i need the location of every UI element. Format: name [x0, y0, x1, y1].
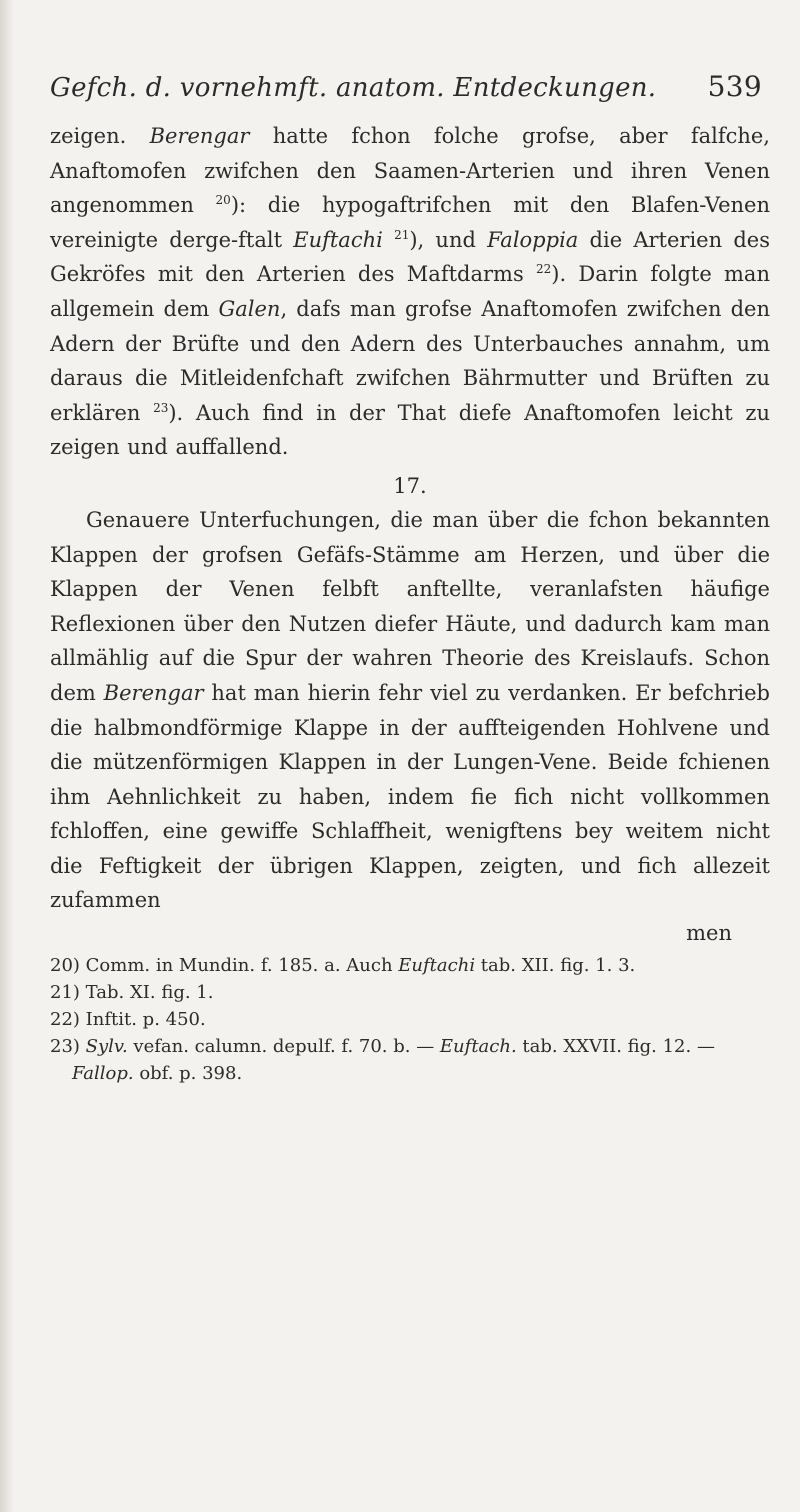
- page-number: 539: [707, 70, 762, 103]
- text-run: hatte fchon folche grofse, aber falfche, Anaftomofen zwifchen den Saamen-Arterien und ihren Venen angenommen: [50, 124, 770, 218]
- italic-name: Euftachi: [398, 955, 476, 977]
- text-run: 22) Inftit. p. 450.: [50, 1009, 206, 1031]
- text-run: ). Darin folgte man allgemein dem: [50, 262, 770, 321]
- text-run: zeigen.: [50, 124, 150, 148]
- footnote-20: [50, 952, 770, 979]
- text-run: [383, 228, 394, 252]
- text-run: tab. XII. fig. 1. 3.: [475, 955, 636, 977]
- text-run: ), und: [409, 227, 488, 252]
- catchword: men: [686, 921, 732, 946]
- italic-name: Sylv.: [85, 1036, 128, 1058]
- footnote-ref: 21: [394, 227, 410, 242]
- footnote-ref: 20: [215, 193, 231, 208]
- running-title: Gefch. d. vornehmft. anatom. Entdeckungen.: [50, 73, 657, 103]
- paragraph-anastomoses: [50, 119, 770, 465]
- book-page: [50, 70, 770, 1087]
- italic-name: Faloppia: [487, 227, 579, 252]
- italic-name: Berengar: [149, 124, 250, 148]
- italic-name: Euftach.: [439, 1036, 517, 1058]
- italic-name: Fallop.: [72, 1063, 134, 1085]
- text-run: tab. XXVII. fig. 12. —: [516, 1036, 715, 1058]
- footnote-ref: 22: [536, 262, 552, 277]
- footnote-21: [50, 979, 770, 1006]
- footnotes: [50, 952, 770, 1087]
- text-run: 20) Comm. in Mundin. f. 185. a. Auch: [50, 955, 399, 977]
- text-run: die Arterien des Gekröfes mit den Arterien des Maftdarms: [50, 227, 770, 287]
- text-run: ): die hypogaftrifchen mit den Blafen-Venen vereinigte derge-ftalt: [50, 193, 770, 252]
- text-run: vefan. calumn. depulf. f. 70. b. —: [127, 1036, 440, 1058]
- italic-name: Galen: [218, 296, 281, 321]
- footnote-23: [50, 1033, 770, 1087]
- text-run: Genauere Unterfuchungen, die man über die fchon bekannten Klappen der grofsen Gefäfs-Stämme am Herzen, und über die Klappen der Venen felbft anftellte, veranlafsten häufige Reflexionen über den Nutzen diefer Häute, und dadurch kam man allmählig auf die Spur der wahren Theorie des Kreislaufs. Schon dem: [50, 507, 770, 705]
- italic-name: Euftachi: [293, 227, 383, 252]
- page-binding-edge: [0, 0, 14, 1512]
- footnote-22: [50, 1006, 770, 1033]
- text-run: hat man hierin fehr viel zu verdanken. Er befchrieb die halbmondförmige Klappe in der auffteigenden Hohlvene und die mützenförmigen Klappen in der Lungen-Vene. Beide fchienen ihm Aehnlichkeit zu haben, indem fie fich nicht vollkommen fchloffen, eine gewiffe Schlaffheit, wenigftens bey weitem nicht die Feftigkeit der übrigen Klappen, zeigten, und fich allezeit zufammen: [50, 680, 770, 913]
- text-run: , dafs man grofse Anaftomofen zwifchen den Adern der Brüfte und den Adern des Unterbauches annahm, um daraus die Mitleidenfchaft zwifchen Bährmutter und Brüften zu erklären: [50, 296, 770, 425]
- footnote-ref: 23: [153, 400, 169, 415]
- text-run: 23): [50, 1036, 86, 1058]
- paragraph-valves: [50, 503, 770, 918]
- running-header: [50, 70, 770, 103]
- text-run: obf. p. 398.: [133, 1063, 243, 1085]
- italic-name: Berengar: [103, 680, 204, 705]
- section-number: 17.: [393, 473, 427, 498]
- text-run: 21) Tab. XI. fig. 1.: [50, 982, 214, 1004]
- text-run: ). Auch find in der That diefe Anaftomofen leicht zu zeigen und auffallend.: [50, 400, 770, 460]
